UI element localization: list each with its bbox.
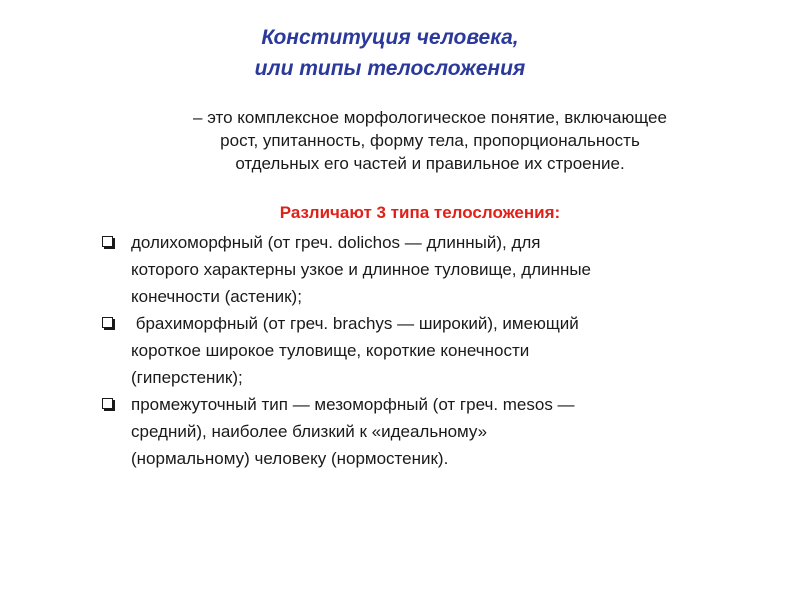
- list-item: [100, 310, 740, 391]
- definition-line: отдельных его частей и правильное их строение.: [235, 154, 625, 173]
- list-item-line: брахиморфный (от греч. brachys — широкий), имеющий: [131, 314, 579, 333]
- list-item-line: средний), наиболее близкий к «идеальному»: [131, 422, 488, 441]
- list-item: [100, 391, 740, 472]
- list-item-line: которого характерны узкое и длинное туловище, длинные: [131, 260, 592, 279]
- definition-line: рост, упитанность, форму тела, пропорциональность: [220, 131, 640, 150]
- slide-title: [0, 22, 780, 84]
- slide-title-line: Конституция человека,: [261, 26, 519, 49]
- checkbox-icon: [102, 236, 113, 247]
- checkbox-icon: [102, 317, 113, 328]
- slide-title-line: или типы телосложения: [254, 57, 526, 80]
- list-item-line: (нормальному) человеку (нормостеник).: [131, 449, 449, 468]
- definition-line: – это комплексное морфологическое понятие, включающее: [193, 108, 667, 127]
- checkbox-icon: [102, 398, 113, 409]
- list-item-line: (гиперстеник);: [131, 368, 243, 387]
- definition-text: [100, 106, 760, 175]
- body-type-list: [100, 229, 740, 472]
- list-item-line: конечности (астеник);: [131, 287, 302, 306]
- types-heading: Различают 3 типа телосложения:: [279, 203, 561, 222]
- list-item-line: долихоморфный (от греч. dolichos — длинный), для: [131, 233, 541, 252]
- list-item: [100, 229, 740, 310]
- list-item-line: короткое широкое туловище, короткие конечности: [131, 341, 530, 360]
- list-item-line: промежуточный тип — мезоморфный (от греч. mesos —: [131, 395, 575, 414]
